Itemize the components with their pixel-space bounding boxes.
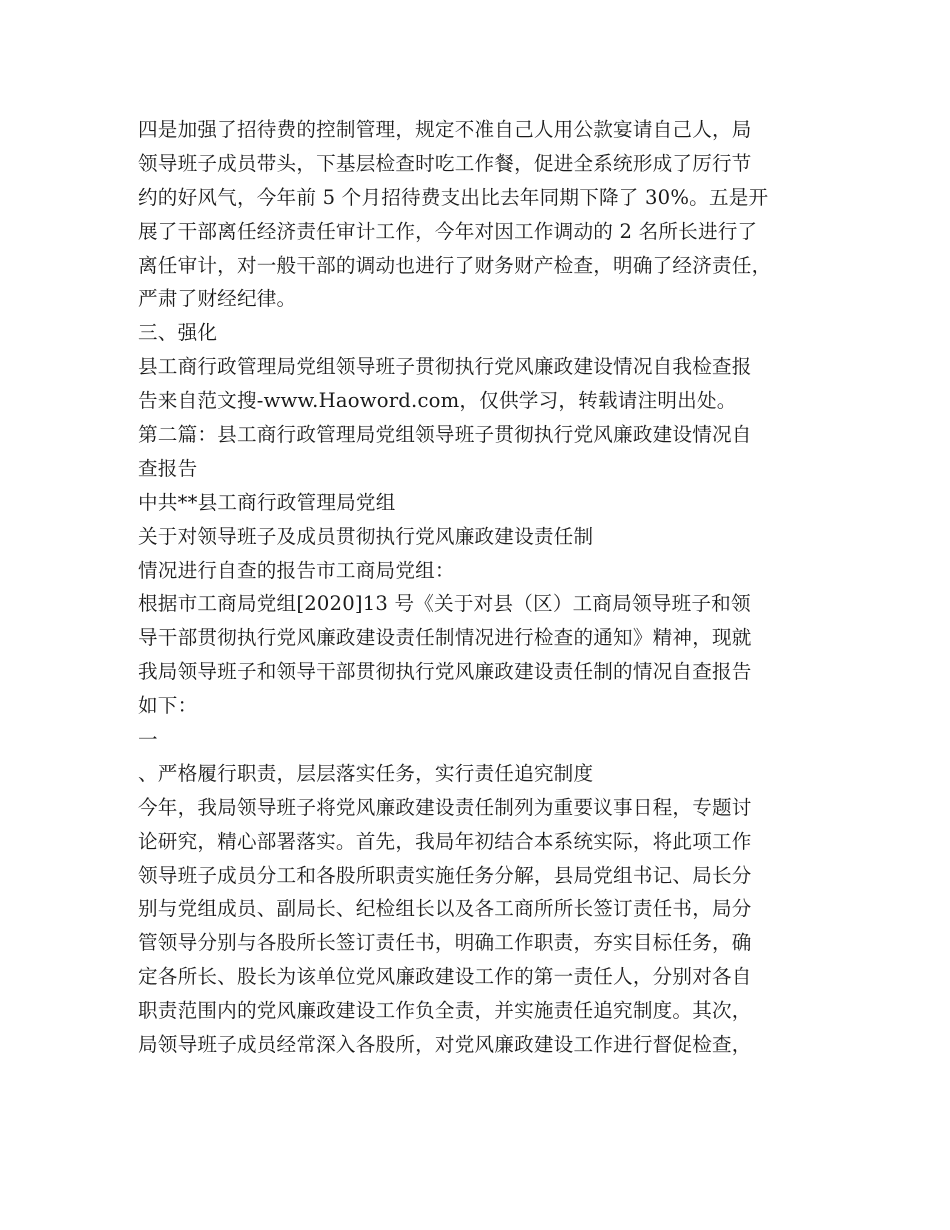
text-line: 离任审计，对一般干部的调动也进行了财务财产检查，明确了经济责任，: [138, 253, 772, 277]
text-line: 约的好风气，今年前 5 个月招待费支出比去年同期下降了 30%。五是开: [138, 185, 769, 209]
section-heading: 、严格履行职责，层层落实任务，实行责任追究制度: [138, 761, 594, 785]
issuer-line: 中共**县工商行政管理局党组: [138, 490, 396, 514]
report-title: 关于对领导班子及成员贯彻执行党风廉政建设责任制: [138, 524, 594, 548]
text-line: 定各所长、股长为该单位党风廉政建设工作的第一责任人，分别对各自: [138, 965, 752, 989]
report-title: 情况进行自查的报告市工商局党组：: [138, 558, 455, 582]
text-line: 今年，我局领导班子将党风廉政建设责任制列为重要议事日程，专题讨: [138, 795, 752, 819]
text-line: 告来自范文搜-www.Haoword.com，仅供学习，转载请注明出处。: [138, 389, 737, 413]
text-line: 别与党组成员、副局长、纪检组长以及各工商所所长签订责任书，局分: [138, 897, 752, 921]
text-line: 县工商行政管理局党组领导班子贯彻执行党风廉政建设情况自我检查报: [138, 355, 752, 379]
text-line: 四是加强了招待费的控制管理，规定不准自己人用公款宴请自己人，局: [138, 118, 752, 141]
section-number: 一: [138, 728, 158, 752]
text-line: 我局领导班子和领导干部贯彻执行党风廉政建设责任制的情况自查报告: [138, 660, 752, 684]
article-title: 查报告: [138, 456, 198, 480]
text-line: 领导班子成员分工和各股所职责实施任务分解，县局党组书记、局长分: [138, 863, 752, 887]
text-line: 领导班子成员带头，下基层检查时吃工作餐，促进全系统形成了厉行节: [138, 151, 752, 175]
text-line: 严肃了财经纪律。: [138, 287, 297, 311]
text-line: 根据市工商局党组[2020]13 号《关于对县（区）工商局领导班子和领: [138, 592, 751, 616]
section-heading: 三、强化: [138, 321, 218, 345]
text-line: 职责范围内的党风廉政建设工作负全责，并实施责任追究制度。其次，: [138, 999, 752, 1023]
text-line: 展了干部离任经济责任审计工作，今年对因工作调动的 2 名所长进行了: [138, 219, 758, 243]
text-line: 如下：: [138, 694, 198, 718]
text-line: 管领导分别与各股所长签订责任书，明确工作职责，夯实目标任务，确: [138, 931, 752, 955]
document-body: [138, 113, 828, 1062]
text-line: 局领导班子成员经常深入各股所，对党风廉政建设工作进行督促检查，: [138, 1033, 752, 1057]
text-line: 导干部贯彻执行党风廉政建设责任制情况进行检查的通知》精神，现就: [138, 626, 752, 650]
text-line: 论研究，精心部署落实。首先，我局年初结合本系统实际，将此项工作: [138, 829, 752, 853]
article-title: 第二篇：县工商行政管理局党组领导班子贯彻执行党风廉政建设情况自: [138, 423, 752, 447]
